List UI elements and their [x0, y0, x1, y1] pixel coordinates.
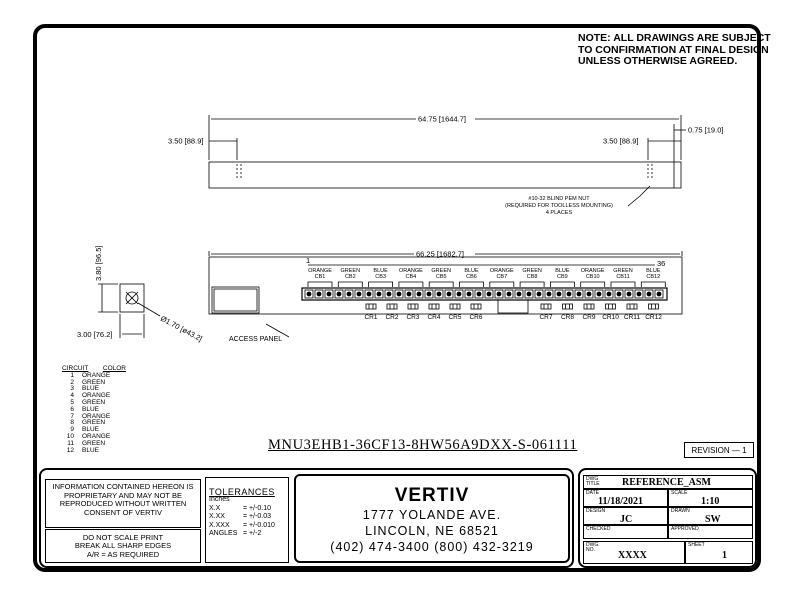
tolerance-value: = +/-0.10	[243, 504, 272, 512]
outlet-face	[357, 292, 361, 296]
breaker-color: ORANGE	[489, 268, 514, 274]
tolerance-value: = +/-0.010	[243, 521, 275, 529]
legend-circuit-number: 12	[66, 446, 74, 454]
legend-circuit-color: GREEN	[82, 439, 106, 447]
receptacle	[627, 304, 637, 309]
breaker-bracket	[611, 282, 635, 287]
drawn-label: DRAWN	[671, 508, 690, 514]
receptacle	[649, 304, 659, 309]
legend-rows	[60, 373, 130, 455]
company-address-2: LINCOLN, NE 68521	[365, 524, 499, 538]
legend-circuit-number: 8	[70, 419, 74, 427]
legend-circuit-color: ORANGE	[82, 392, 111, 400]
outlet-face	[307, 292, 311, 296]
tolerances-units: Inches	[209, 496, 230, 504]
tolerance-row	[209, 505, 288, 513]
legend-circuit-number: 3	[70, 385, 74, 393]
breaker-bracket	[338, 282, 362, 287]
overall-length-dim: 64.75 [1644.7]	[418, 114, 466, 124]
access-panel-inner	[214, 289, 257, 311]
design-label: DESIGN	[586, 508, 606, 514]
breaker-color: GREEN	[613, 268, 633, 274]
company-name: VERTIV	[394, 485, 470, 506]
tolerance-key: X.XX	[209, 513, 225, 521]
drawn-cell	[668, 507, 753, 525]
breaker-color: BLUE	[464, 268, 479, 274]
scale-notes	[45, 529, 201, 563]
date-cell	[583, 489, 668, 507]
tolerance-row	[209, 522, 288, 530]
depth-dim: 0.75 [19.0]	[688, 125, 724, 135]
legend-circuit-color: GREEN	[82, 378, 106, 386]
design-note: NOTE: ALL DRAWINGS ARE SUBJECT TO CONFIRMATION AT FINAL DESIGN UNLESS OTHERWISE AGREED.	[578, 32, 771, 67]
breaker-color: ORANGE	[398, 268, 423, 274]
receptacle	[606, 304, 616, 309]
breaker-id: CB2	[344, 274, 356, 280]
tolerance-rows	[209, 505, 288, 539]
breaker-id: CB11	[616, 274, 630, 280]
design-value: JC	[620, 514, 633, 525]
revision-box: REVISION — 1	[684, 442, 754, 458]
dwg-title: REFERENCE_ASM	[622, 477, 711, 488]
hole-dim: Ø1.70 [ø43.2]	[159, 313, 204, 344]
design-cell	[583, 507, 668, 525]
date-label: DATE	[586, 490, 599, 496]
tolerance-row	[209, 513, 288, 521]
receptacle-gap	[498, 300, 528, 313]
receptacle	[541, 304, 551, 309]
breaker-bracket	[520, 282, 544, 287]
legend-header-color: COLOR	[102, 365, 126, 372]
receptacle-label: CR3	[406, 314, 420, 321]
scale-note-line: DO NOT SCALE PRINT	[82, 533, 164, 542]
receptacle	[584, 304, 594, 309]
legend-circuit-color: ORANGE	[82, 432, 111, 440]
outlet-face	[517, 292, 521, 296]
outlet-face	[617, 292, 621, 296]
scale-label: SCALE	[671, 490, 688, 496]
scale-note-line: A/R = AS REQUIRED	[86, 549, 160, 559]
outlet-face	[447, 292, 451, 296]
pem-nut-note: (REQUIRED FOR TOOLLESS MOUNTING)	[505, 203, 613, 209]
outlet-face	[397, 292, 401, 296]
breaker-id: CB12	[646, 274, 661, 280]
sheet-cell	[685, 541, 753, 564]
scale-cell	[668, 489, 753, 507]
legend-circuit-number: 4	[70, 392, 74, 400]
outlet-face	[487, 292, 491, 296]
leader-line	[138, 303, 160, 316]
breaker-color: ORANGE	[308, 268, 332, 274]
breaker-id: CB1	[314, 274, 326, 280]
breaker-id: CB8	[526, 274, 538, 280]
receptacle	[450, 304, 460, 309]
breaker-id: CB6	[466, 274, 477, 280]
scale-value: 1:10	[701, 496, 720, 507]
breaker-id: CB10	[585, 274, 600, 280]
tolerance-key: ANGLES	[209, 530, 238, 538]
receptacle	[471, 304, 481, 309]
tolerance-value: = +/-0.03	[243, 513, 272, 521]
dwg-title-cell	[583, 475, 753, 489]
sheet-label: SHEET	[688, 542, 705, 548]
legend-circuit-number: 1	[70, 371, 74, 379]
outlet-face	[547, 292, 551, 296]
tolerances-title: TOLERANCES	[209, 487, 275, 497]
breaker-bracket	[399, 282, 423, 287]
outlet-face	[567, 292, 571, 296]
legend-circuit-color: ORANGE	[82, 412, 111, 420]
dwg-no-cell	[583, 541, 685, 564]
left-offset-dim: 3.50 [88.9]	[168, 136, 204, 146]
breaker-id: CB9	[557, 274, 568, 280]
receptacle-label: CR10	[602, 314, 619, 321]
legend-circuit-color: BLUE	[82, 405, 99, 413]
outlet-face	[457, 292, 461, 296]
breaker-id: CB5	[435, 274, 447, 280]
outlet-face	[507, 292, 511, 296]
legend-circuit-number: 5	[70, 398, 74, 406]
breaker-color: GREEN	[340, 268, 361, 274]
breaker-id: CB7	[496, 274, 508, 280]
approved-label: APPROVED	[671, 526, 699, 532]
outlet-face	[367, 292, 371, 296]
outlet-face	[497, 292, 501, 296]
outlet-face	[627, 292, 631, 296]
legend-circuit-number: 11	[67, 439, 74, 447]
pem-nut-qty: 4 PLACES	[545, 210, 573, 216]
receptacle-label: CR6	[469, 314, 483, 321]
drawn-value: SW	[705, 514, 721, 525]
breaker-color: BLUE	[646, 268, 661, 274]
outlet-face	[607, 292, 611, 296]
outlet-start-label: 1	[306, 256, 311, 265]
receptacle-label: CR1	[364, 314, 378, 321]
access-panel	[212, 287, 259, 313]
tolerance-key: X.X	[209, 504, 221, 512]
receptacle-label: CR5	[448, 314, 462, 321]
outlet-face	[587, 292, 591, 296]
top-view	[168, 115, 723, 217]
breaker-bracket	[490, 282, 514, 287]
outlet-face	[577, 292, 581, 296]
dwg-no-value: XXXX	[618, 550, 647, 561]
breaker-color: BLUE	[373, 268, 388, 274]
breaker-bracket	[429, 282, 453, 287]
leader-line	[628, 186, 650, 206]
pem-nut-label: #10-32 BLIND PEM NUT	[528, 196, 590, 202]
outlet-face	[437, 292, 441, 296]
date-value: 11/18/2021	[598, 496, 644, 507]
outlet-face	[317, 292, 321, 296]
tolerances-box	[205, 477, 289, 563]
sheet-value: 1	[722, 550, 727, 561]
company-block	[294, 474, 570, 563]
legend-circuit-color: ORANGE	[82, 371, 111, 379]
breaker-bracket	[369, 282, 393, 287]
outlet-face	[467, 292, 471, 296]
dwg-title-label: DWG TITLE	[586, 476, 600, 487]
outlet-strip	[302, 288, 667, 300]
checked-label: CHECKED	[586, 526, 611, 532]
front-view	[209, 250, 682, 344]
company-phone: (402) 474-3400 (800) 432-3219	[330, 540, 534, 554]
breaker-bracket	[641, 282, 665, 287]
receptacle-label: CR8	[560, 314, 575, 321]
breaker-id: CB4	[405, 274, 417, 280]
outlet-end-label: 36	[657, 259, 666, 268]
outlet-face	[477, 292, 481, 296]
tolerance-value: = +/-2	[243, 530, 262, 538]
outlet-face	[387, 292, 391, 296]
tolerance-key: X.XXX	[209, 521, 230, 529]
receptacle-label: CR11	[623, 314, 641, 321]
proprietary-notice: INFORMATION CONTAINED HEREON IS PROPRIETARY AND MAY NOT BE REPRODUCED WITHOUT WRITTEN CONSENT OF VERTIV	[45, 479, 201, 528]
legend-header-circuit: CIRCUIT	[62, 365, 89, 372]
breaker-bracket	[581, 282, 605, 287]
breaker-bracket	[550, 282, 574, 287]
outlet-face	[527, 292, 531, 296]
outlet-face	[427, 292, 431, 296]
breaker-color: GREEN	[522, 268, 542, 274]
receptacle-label: CR7	[539, 314, 553, 321]
legend-circuit-number: 2	[70, 378, 74, 386]
outlet-face	[377, 292, 381, 296]
outlet-face	[327, 292, 331, 296]
outlet-face	[637, 292, 641, 296]
legend-circuit-number: 9	[70, 426, 74, 434]
receptacle	[408, 304, 418, 309]
breaker-color: GREEN	[431, 268, 451, 274]
scale-note-line: BREAK ALL SHARP EDGES	[74, 541, 172, 551]
outlet-face	[417, 292, 421, 296]
legend-circuit-number: 7	[70, 412, 74, 420]
legend-circuit-number: 6	[70, 405, 74, 413]
height-dim: 3.80 [96.5]	[94, 245, 103, 281]
legend-circuit-color: BLUE	[82, 446, 99, 454]
top-view-outline	[209, 162, 681, 188]
outlet-face	[647, 292, 651, 296]
outlet-face	[347, 292, 351, 296]
breaker-labels	[308, 268, 665, 287]
outlet-face	[537, 292, 541, 296]
receptacle	[366, 304, 376, 309]
right-offset-dim: 3.50 [88.9]	[603, 136, 639, 146]
outlet-face	[597, 292, 601, 296]
circuit-legend	[60, 366, 130, 454]
outlet-face	[337, 292, 341, 296]
receptacle-labels	[364, 304, 662, 321]
receptacle-label: CR12	[645, 314, 662, 321]
part-number: MNU3EHB1-36CF13-8HW56A9DXX-S-061111	[268, 437, 578, 453]
breaker-color: BLUE	[555, 268, 570, 274]
legend-circuit-number: 10	[66, 432, 74, 440]
breaker-id: CB3	[375, 274, 386, 280]
outlet-face	[557, 292, 561, 296]
receptacle-label: CR2	[385, 314, 399, 321]
receptacle	[387, 304, 397, 309]
breaker-bracket	[460, 282, 484, 287]
company-address-1: 1777 YOLANDE AVE.	[362, 508, 502, 522]
receptacle	[429, 304, 439, 309]
checked-cell	[583, 525, 668, 539]
legend-circuit-color: GREEN	[82, 419, 106, 427]
breaker-color: ORANGE	[580, 268, 605, 274]
outlet-face	[407, 292, 411, 296]
dwg-no-label: DWG. NO.	[586, 542, 600, 553]
outlet-face	[657, 292, 661, 296]
receptacle-label: CR4	[427, 314, 441, 321]
front-length-dim: 66.25 [1682.7]	[416, 249, 464, 259]
side-view	[77, 246, 204, 344]
breaker-bracket	[308, 282, 332, 287]
approved-cell	[668, 525, 753, 539]
width-dim: 3.00 [76.2]	[77, 330, 113, 339]
legend-circuit-color: GREEN	[82, 398, 106, 406]
legend-row	[60, 448, 130, 455]
legend-circuit-color: BLUE	[82, 426, 99, 434]
receptacle-label: CR9	[582, 314, 596, 321]
receptacle	[563, 304, 573, 309]
legend-circuit-color: BLUE	[82, 385, 99, 393]
access-panel-label: ACCESS PANEL	[229, 336, 283, 343]
tolerance-row	[209, 530, 288, 538]
